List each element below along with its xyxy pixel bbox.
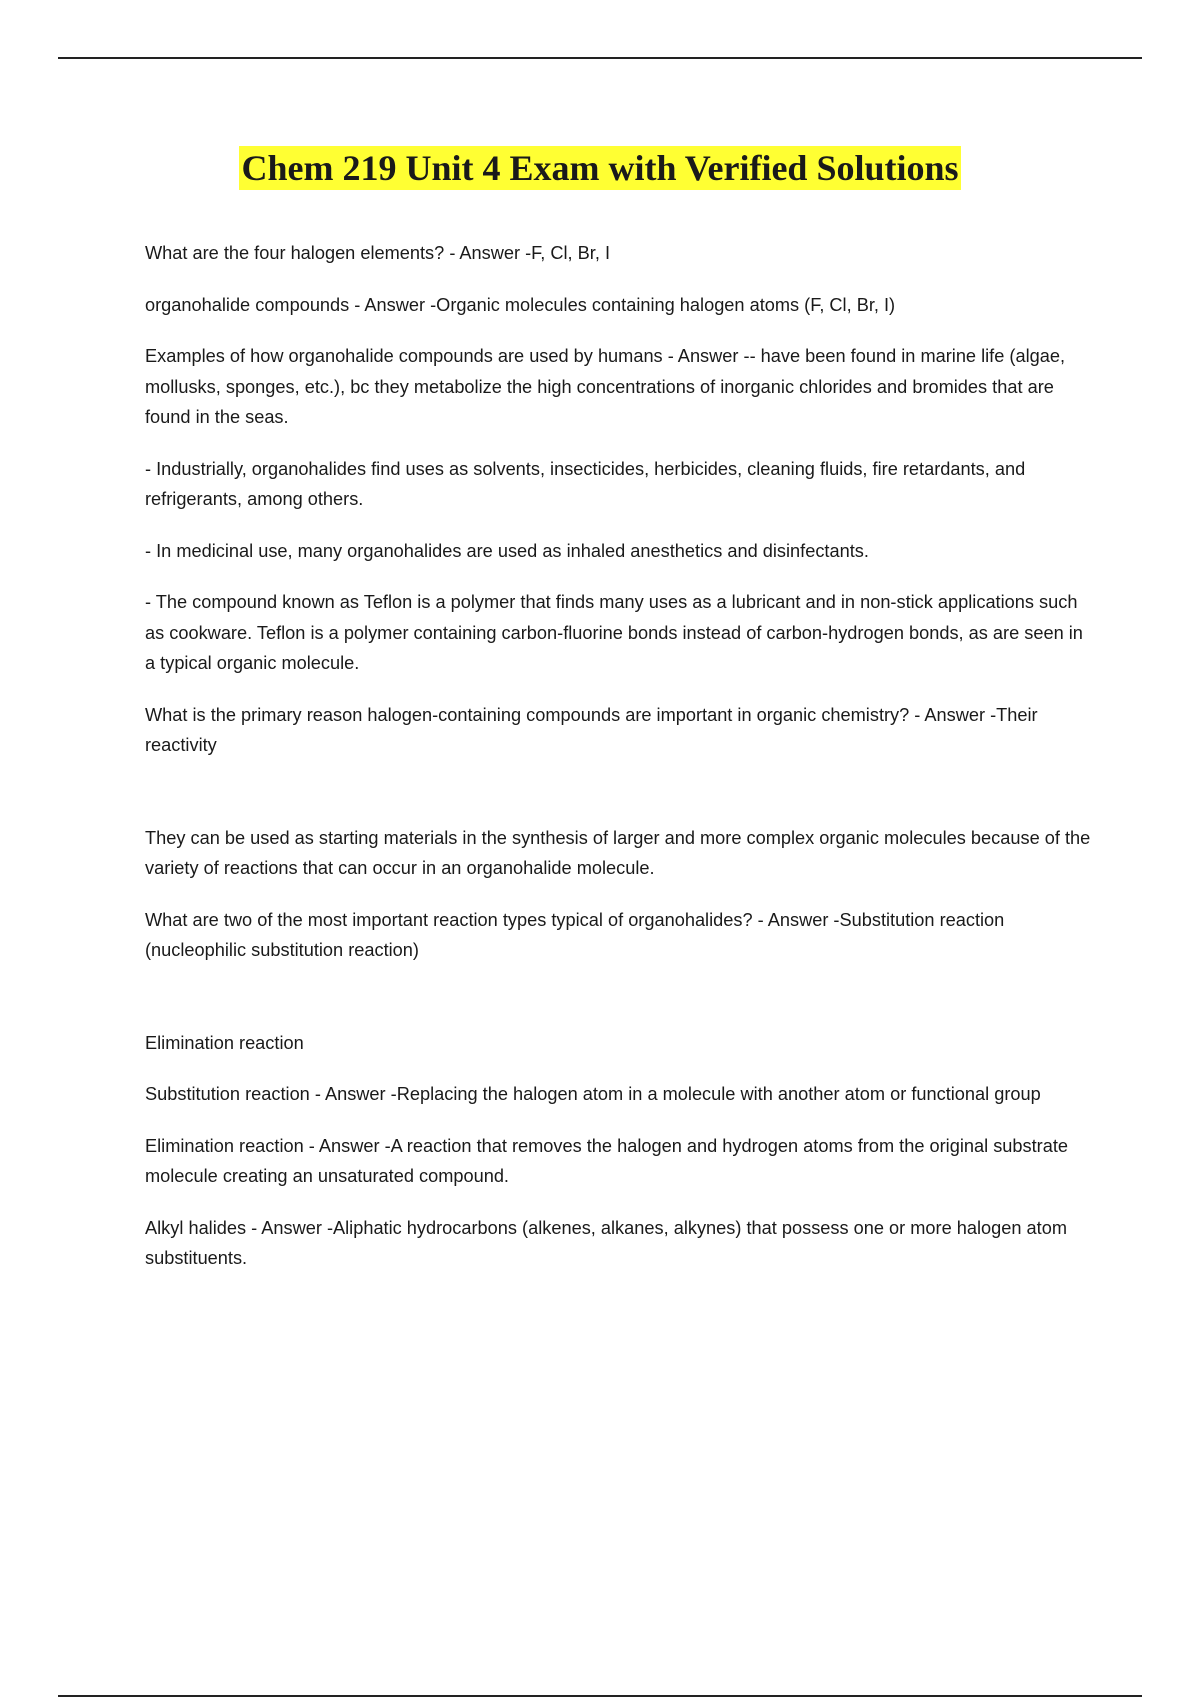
paragraph-medicinal-uses: - In medicinal use, many organohalides are used as inhaled anesthetics and disinfectants. <box>145 540 869 561</box>
paragraph-substitution-definition: Substitution reaction - Answer -Replacing the halogen atom in a molecule with another atom or functional group <box>145 1084 1041 1104</box>
bottom-rule <box>58 1695 1142 1697</box>
title-container <box>0 146 1200 190</box>
paragraph-industrial-uses: - Industrially, organohalides find uses as solvents, insecticides, herbicides, cleaning fluids, fire retardants, and refrigerants, among others. <box>145 458 1026 509</box>
paragraph-elimination-definition: Elimination reaction - Answer -A reaction that removes the halogen and hydrogen atoms from the original substrate molecule creating an unsaturated compound. <box>145 1135 1069 1186</box>
paragraph-human-uses: Examples of how organohalide compounds are used by humans - Answer -- have been found in marine life (algae, mollusks, sponges, etc.), bc they metabolize the high concentrations of inorganic chlorides and bromides that are found in the seas. <box>145 346 1066 427</box>
paragraph-primary-reason: What is the primary reason halogen-containing compounds are important in organic chemistry? - Answer -Their reactivity <box>145 704 1038 755</box>
paragraph-organohalide-definition: organohalide compounds - Answer -Organic molecules containing halogen atoms (F, Cl, Br, I) <box>145 294 896 315</box>
paragraph-alkyl-halides: Alkyl halides - Answer -Aliphatic hydrocarbons (alkenes, alkanes, alkynes) that possess one or more halogen atom substituents. <box>145 1217 1067 1268</box>
document-title: Chem 219 Unit 4 Exam with Verified Solutions <box>241 148 959 188</box>
paragraph-elimination-reaction: Elimination reaction <box>145 1032 304 1053</box>
document-body <box>145 238 1095 1295</box>
paragraph-halogen-elements: What are the four halogen elements? - Answer -F, Cl, Br, I <box>145 243 611 263</box>
top-rule <box>58 57 1142 59</box>
paragraph-reaction-types: What are two of the most important reaction types typical of organohalides? - Answer -Substitution reaction (nucleophilic substitution reaction) <box>145 909 1005 960</box>
paragraph-teflon: - The compound known as Teflon is a polymer that finds many uses as a lubricant and in non-stick applications such as cookware. Teflon is a polymer containing carbon-fluorine bonds instead of carbon-hydrogen bonds, as are seen in a typical organic molecule. <box>145 592 1083 673</box>
paragraph-starting-materials: They can be used as starting materials in the synthesis of larger and more complex organic molecules because of the variety of reactions that can occur in an organohalide molecule. <box>145 827 1091 878</box>
